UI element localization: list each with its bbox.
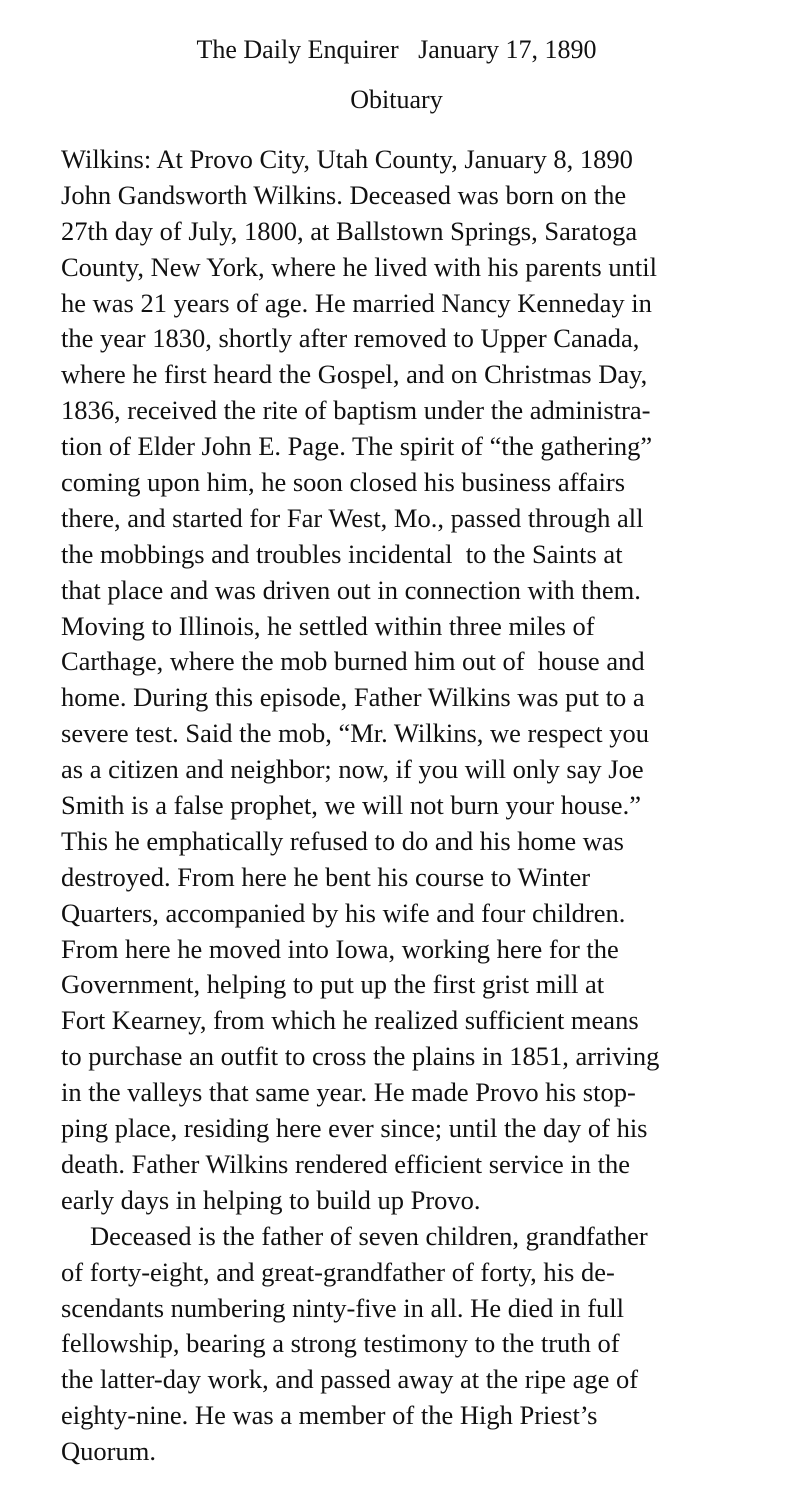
- text-line: he was 21 years of age. He married Nancy Kenneday in: [61, 287, 652, 318]
- paragraph-2: [61, 1219, 751, 1470]
- text-line: scendants numbering ninty-five in all. He died in full: [61, 1292, 624, 1323]
- text-line: the year 1830, shortly after removed to Upper Canada,: [61, 323, 640, 354]
- text-line: eighty-nine. He was a member of the High Priest’s: [61, 1400, 598, 1431]
- section-title: Obituary: [350, 85, 443, 114]
- text-line: County, New York, where he lived with his parents until: [61, 251, 657, 282]
- masthead: The Daily Enquirer January 17, 1890: [196, 35, 597, 64]
- text-line: Quarters, accompanied by his wife and four children.: [61, 897, 626, 928]
- text-line: the latter-day work, and passed away at the ripe age of: [61, 1364, 639, 1395]
- text-line: From here he moved into Iowa, working here for the: [61, 933, 619, 964]
- text-line: John Gandsworth Wilkins. Deceased was born on the: [61, 179, 627, 210]
- text-line: Wilkins: At Provo City, Utah County, January 8, 1890: [61, 144, 633, 174]
- text-line: This he emphatically refused to do and his home was: [61, 825, 624, 856]
- text-line: in the valleys that same year. He made Provo his stop-: [61, 1077, 636, 1108]
- paragraph-1: [61, 142, 751, 1219]
- text-line: that place and was driven out in connection with them.: [61, 574, 641, 605]
- text-line: death. Father Wilkins rendered efficient service in the: [61, 1148, 630, 1179]
- text-line: the mobbings and troubles incidental to the Saints at: [61, 538, 623, 569]
- text-line: Carthage, where the mob burned him out of house and: [61, 646, 645, 677]
- text-line: early days in helping to build up Provo.: [61, 1184, 481, 1215]
- text-line: destroyed. From here he bent his course to Winter: [61, 861, 591, 892]
- text-line: Moving to Illinois, he settled within three miles of: [61, 610, 595, 641]
- text-line: 27th day of July, 1800, at Ballstown Springs, Saratoga: [61, 215, 638, 246]
- text-line: fellowship, bearing a strong testimony to the truth of: [61, 1328, 620, 1359]
- text-line: of forty-eight, and great-grandfather of forty, his de-: [61, 1256, 615, 1287]
- text-line: tion of Elder John E. Page. The spirit of “the gathering”: [61, 431, 653, 462]
- text-line: 1836, received the rite of baptism under the administra-: [61, 395, 651, 426]
- text-line: coming upon him, he soon closed his business affairs: [61, 467, 626, 498]
- text-line: home. During this episode, Father Wilkins was put to a: [61, 682, 645, 713]
- text-line: Fort Kearney, from which he realized sufficient means: [61, 1005, 639, 1036]
- text-line: Government, helping to put up the first grist mill at: [61, 969, 605, 1000]
- text-line: to purchase an outfit to cross the plains in 1851, arriving: [61, 1041, 660, 1072]
- obituary-body: [61, 142, 751, 1470]
- text-line: where he first heard the Gospel, and on Christmas Day,: [61, 359, 648, 390]
- text-line: there, and started for Far West, Mo., passed through all: [61, 502, 644, 533]
- text-line: as a citizen and neighbor; now, if you will only say Joe: [61, 754, 644, 785]
- text-line: Deceased is the father of seven children, grandfather: [90, 1220, 648, 1251]
- text-line: ping place, residing here ever since; until the day of his: [61, 1113, 648, 1144]
- text-line: Quorum.: [61, 1436, 156, 1467]
- text-line: severe test. Said the mob, “Mr. Wilkins, we respect you: [61, 718, 649, 749]
- text-line: Smith is a false prophet, we will not burn your house.”: [61, 790, 641, 821]
